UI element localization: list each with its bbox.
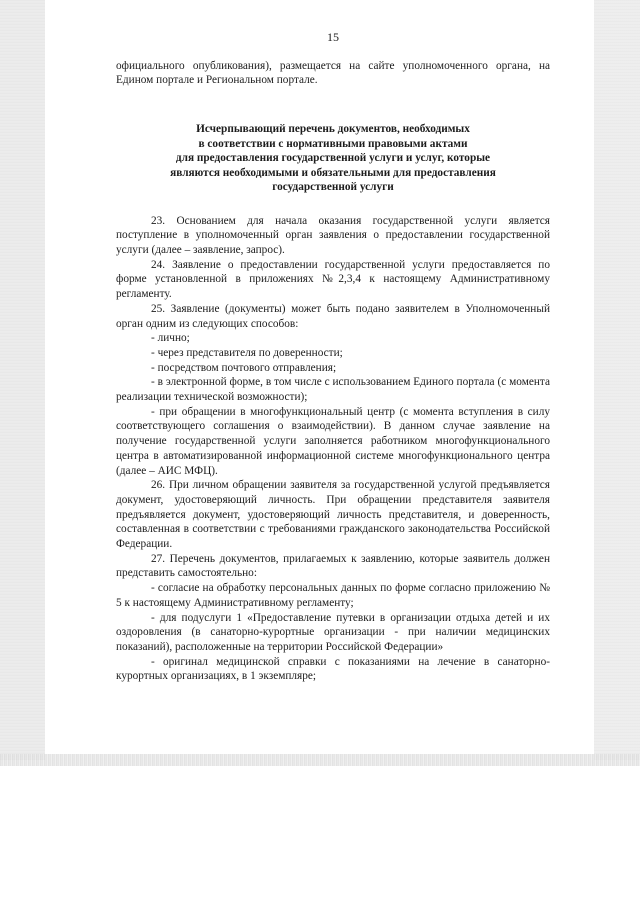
heading-line: Исчерпывающий перечень документов, необходимых	[196, 123, 470, 136]
list-item: - для подуслуги 1 «Предоставление путевки в организации отдыха детей и их оздоровления (в санаторно-курортные организации - при наличии медицинских показаний), расположенные на территории Российской Федерации»	[116, 611, 550, 653]
section-heading	[116, 122, 550, 195]
paragraph-25: 25. Заявление (документы) может быть подано заявителем в Уполномоченный орган одним из следующих способов:	[116, 302, 550, 330]
list-item: - оригинал медицинской справки с показаниями на лечение в санаторно-курортных организациях, в 1 экземпляре;	[116, 655, 550, 683]
heading-line: являются необходимыми и обязательными для предоставления	[170, 166, 496, 179]
list-item: - при обращении в многофункциональный центр (с момента вступления в силу соответствующего соглашения о взаимодействии). В данном случае заявление на получение государственной услуги заполняется работником многофункционального центра в автоматизированной информационной системе многофункционального центра (далее – АИС МФЦ).	[116, 405, 550, 477]
heading-line: в соответствии с нормативными правовыми актами	[198, 137, 468, 150]
paragraph-26: 26. При личном обращении заявителя за государственной услугой предъявляется документ, удостоверяющий личность. При обращении представителя заявителя предъявляется документ, удостоверяющий личность представителя, и доверенность, составленная в соответствии с требованиями гражданского законодательства Российской Федерации.	[116, 479, 550, 551]
paragraph-24: 24. Заявление о предоставлении государственной услуги предоставляется по форме установленной в приложениях №2,3,4 к настоящему Административному регламенту.	[116, 258, 550, 301]
heading-line: для предоставления государственной услуги и услуг, которые	[175, 152, 491, 165]
scan-edge-left	[0, 0, 48, 760]
list-item: - в электронной форме, в том числе с использованием Единого портала (с момента реализации технической возможности);	[116, 376, 550, 404]
heading-line: государственной услуги	[272, 181, 394, 194]
intro-paragraph: официального опубликования), размещается на сайте уполномоченного органа, на Едином портале и Региональном портале.	[116, 59, 550, 87]
scan-edge-bottom	[0, 754, 640, 766]
document-body	[116, 30, 550, 684]
paragraph-23: 23. Основанием для начала оказания государственной услуги является поступление в уполномоченный орган заявления о предоставлении государственной услуги (далее – заявление, запрос).	[116, 214, 550, 257]
list-item: - через представителя по доверенности;	[151, 346, 343, 359]
scan-edge-right	[594, 0, 640, 760]
list-item: - лично;	[151, 332, 190, 345]
page-number: 15	[327, 30, 339, 44]
paragraph-27: 27. Перечень документов, прилагаемых к заявлению, которые заявитель должен представить самостоятельно:	[116, 552, 550, 580]
list-item: - посредством почтового отправления;	[151, 361, 337, 374]
list-item: - согласие на обработку персональных данных по форме согласно приложению № 5 к настоящему Административному регламенту;	[116, 582, 550, 609]
